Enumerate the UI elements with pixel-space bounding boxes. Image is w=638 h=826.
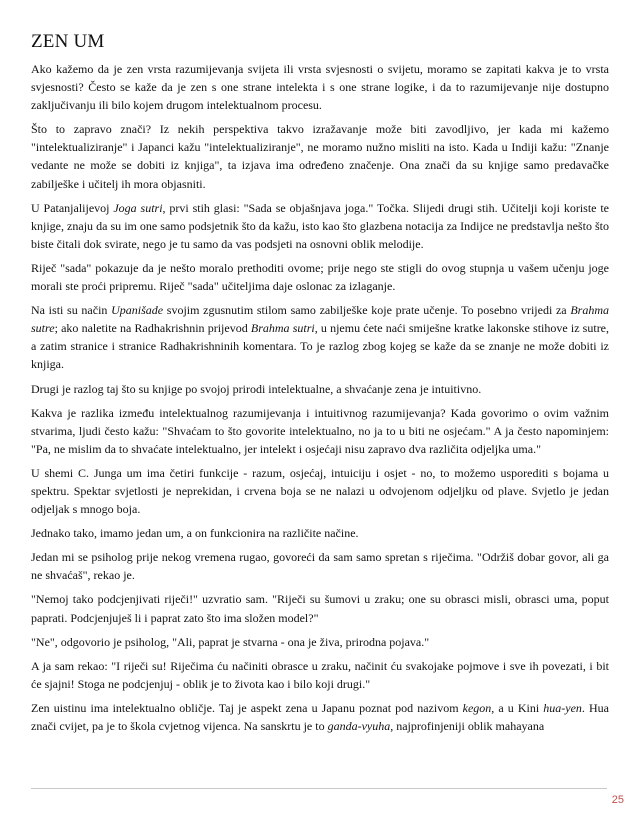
paragraph xyxy=(31,60,609,114)
paragraph xyxy=(31,548,609,584)
text-run: , u njemu ćete naći smiješne kratke lakonske stihove iz sutre, a zatim stranice i stranice Radhakrishninih komentara. To je razlog zbog kojeg se kaže da se znanje ne može dobiti iz knjiga. xyxy=(31,321,610,372)
text-run: Jednako tako, imamo jedan um, a on funkcionira na različite načine. xyxy=(31,526,359,541)
document-page xyxy=(31,31,609,741)
text-run: Riječ "sada" pokazuje da je nešto moralo prethoditi ovome; prije nego ste stigli do ovog stupnja u vašem učenju joge morali ste proći pripremu. Riječ "sada" učiteljima daje oslonac za izlaganje. xyxy=(31,260,609,294)
text-run: U shemi C. Junga um ima četiri funkcije - razum, osjećaj, intuiciju i osjet - no, to možemo usporediti s bojama u spektru. Spektar svjetlosti je neprekidan, i crvena boja se ne nalazi u odvojenom odjeljku od plave. Svjetlo je jedan odjeljak s mnogo boja. xyxy=(31,465,609,517)
paragraph xyxy=(31,524,609,542)
italic-text: Brahma sutre xyxy=(31,303,609,336)
page-number: 25 xyxy=(611,794,624,806)
italic-text: kegon xyxy=(462,700,492,715)
italic-text: hua-yen xyxy=(543,700,582,715)
text-run: "Nemoj tako podcjenjivati riječi!" uzvratio sam. "Riječi su šumovi u zraku; one su obrasci misli, obrasci uma, poput paprati. Podcjenjuješ li i paprat zato što ima složen model?" xyxy=(31,592,609,625)
italic-text: Brahma sutri xyxy=(250,321,315,336)
text-run: , najprofinjeniji oblik mahayana xyxy=(390,719,545,733)
text-run: "Ne", odgovorio je psiholog, "Ali, paprat je stvarna - ona je živa, prirodna pojava." xyxy=(31,634,430,649)
text-run: Zen uistinu ima intelektualno obličje. Taj je aspekt zena u Japanu poznat pod nazivom xyxy=(31,700,463,715)
footer-rule xyxy=(31,788,607,789)
text-run: svojim zgusnutim stilom samo zabilješke koje prate učenje. To posebno vrijedi za xyxy=(163,303,571,318)
paragraph xyxy=(31,301,609,373)
paragraph xyxy=(31,464,609,518)
text-run: , a u Kini xyxy=(491,700,544,715)
text-run: Jedan mi se psiholog prije nekog vremena rugao, govoreći da sam samo spretan s riječima. "Održiš dobar govor, ali ga ne shvaćaš", rekao je. xyxy=(31,550,609,583)
paragraph xyxy=(31,699,609,735)
text-run: Drugi je razlog taj što su knjige po svojoj prirodi intelektualne, a shvaćanje zena je intuitivno. xyxy=(31,381,482,396)
text-run: A ja sam rekao: "I riječi su! Riječima ću načiniti obrasce u zraku, načinit ću svakojake pojmove i sve ih povezati, i bit će sjajni! Stoga ne podcjenjuj - oblik je to života kao i bilo koji drugi." xyxy=(31,658,609,691)
paragraph xyxy=(31,633,609,651)
italic-text: Joga sutri xyxy=(113,200,163,215)
text-run: , prvi stih glasi: "Sada se objašnjava joga." Točka. Slijedi drugi stih. Učitelji koji koriste te knjige, znaju da su im one samo podsjetnik što da kažu, isto kao što glazbena notacija za Indijce ne predstavlja nešto što biste čitali dok svirate, nego je tu samo da vas podsjeti na osnovni oblik melodije. xyxy=(31,200,609,251)
text-run: Ako kažemo da je zen vrsta razumijevanja svijeta ili vrsta svjesnosti o svijetu, moramo se zapitati kakva je to vrsta svjesnosti? Često se kaže da je zen s one strane intelekta i s one strane logike, i da to razumijevanje nije dostupno zaključivanju ili bilo kojem drugom intelektualnom procesu. xyxy=(31,62,609,113)
page-title: ZEN UM xyxy=(31,31,105,52)
paragraph xyxy=(31,590,609,626)
text-run: U Patanjalijevoj xyxy=(31,200,114,215)
paragraph xyxy=(31,657,609,693)
text-run: ; ako naletite na Radhakrishnin prijevod xyxy=(54,321,251,336)
paragraph xyxy=(31,404,609,458)
body-text xyxy=(31,60,609,735)
text-run: Na isti su način xyxy=(31,303,112,318)
paragraph xyxy=(31,199,609,253)
italic-text: Upanišade xyxy=(111,303,164,318)
text-run: Kakva je razlika između intelektualnog razumijevanja i intuitivnog razumijevanja? Kada govorimo o ovim važnim stvarima, ljudi često kažu: "Shvaćam to što govorite intelektualno, no ja to u biti ne osjećam." A ja često napominjem: "Pa, ne mislim da to shvaćate intelektualno, jer intelekt i osjećaji nisu zapravo dva različita odjeljka uma." xyxy=(31,405,609,456)
text-run: . Hua znači cvijet, pa je to škola cvjetnog vijenca. Na sanskrtu je to xyxy=(31,700,609,733)
text-run: Što to zapravo znači? Iz nekih perspektiva takvo izražavanje može biti zavodljivo, jer kada mi kažemo "intelektualiziranje" i Japanci kažu "intelektualiziranje", ne moramo nužno misliti na isto. Kada u Indiji kažu: "Znanje vedante ne može se dobiti iz knjiga", ta izjava ima određeno značenje. Ona znači da su knjige samo predavačke zabilješke i učitelj ih mora objasniti. xyxy=(31,122,609,191)
paragraph xyxy=(31,259,609,295)
paragraph xyxy=(31,120,609,192)
paragraph xyxy=(31,380,609,398)
italic-text: ganda-vyuha xyxy=(327,719,391,733)
